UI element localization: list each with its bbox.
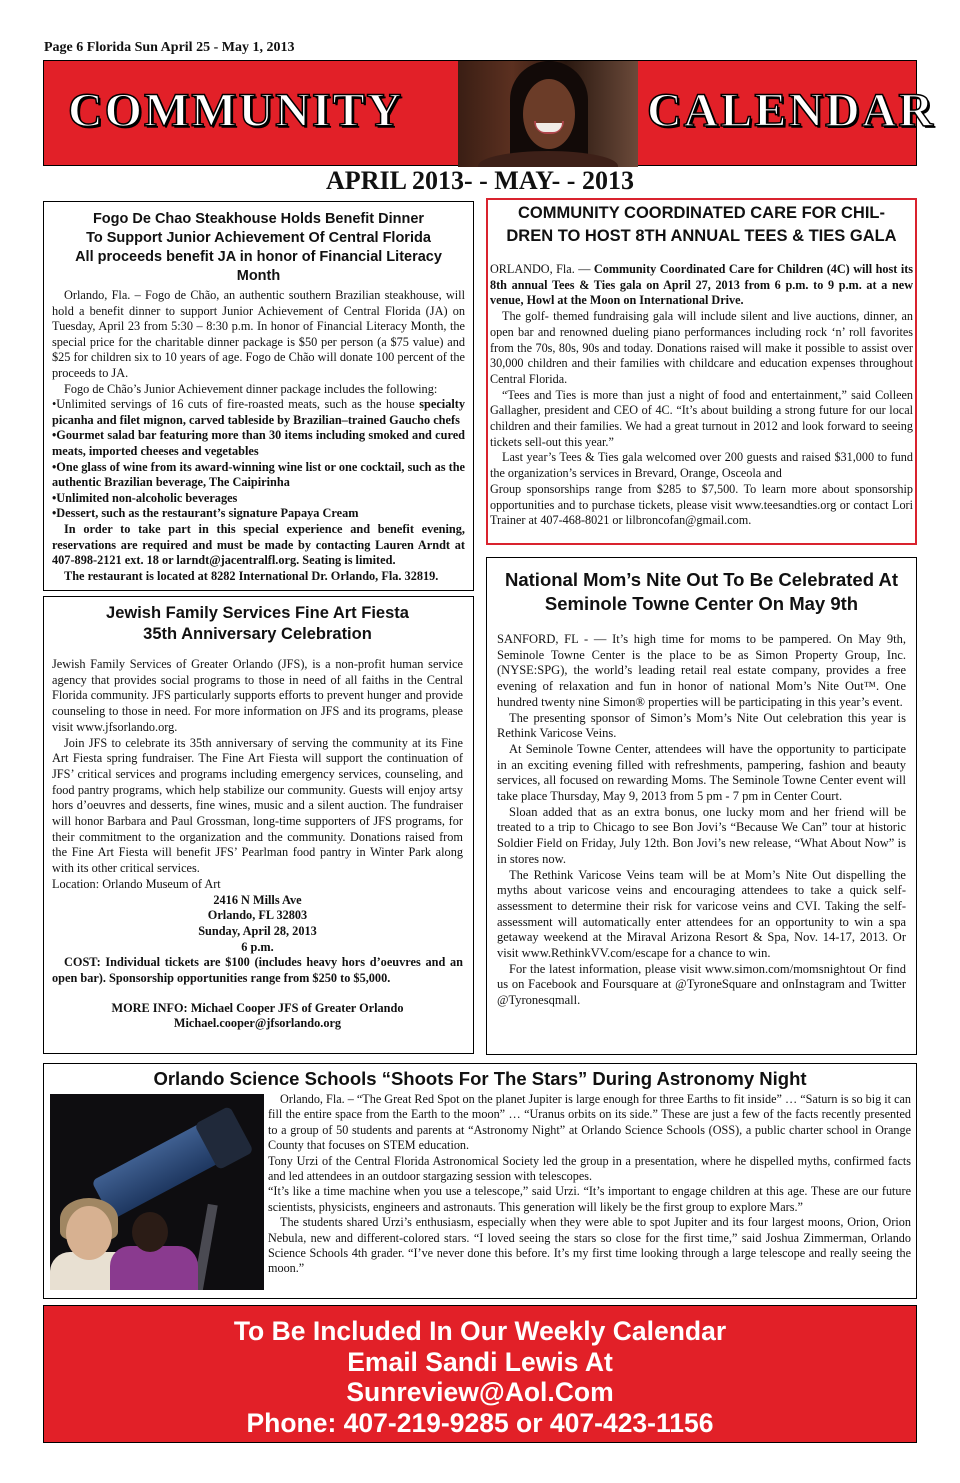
paragraph: For the latest information, please visit www.simon.com/momsnightout Or find us on Facebook and Foursquare at @TyroneSquare and onInstagram and Twitter @Tyronesqmall.: [497, 961, 906, 1008]
telescope-students-photo: [50, 1094, 264, 1290]
paragraph: The Rethink Varicose Veins team will be at Mom’s Nite Out dispelling the myths about varicose veins and encouraging attendees to take a quick self-assessment to determine their risk for varicose veins and CVI. Taking the self-assessment will automatically enter attendees for an opportunity to win a spa getaway weekend at the Miraval Arizona Resort & Spa, Nov. 14-17, 2013. Or visit www.RethinkVV.com/escape for a chance to win.: [497, 867, 906, 961]
bullet-item: •Gourmet salad bar featuring more than 30 items including smoked and cured meats, imported cheeses and vegetables: [52, 428, 465, 458]
paragraph: At Seminole Towne Center, attendees will have the opportunity to participate in an exciting evening filled with refreshments, pampering, fashion and beauty services, all focused on rewarding Moms. The Seminole Towne Center event will take place Thursday, May 9, 2013 from 5 pm - 7 pm in Center Court.: [497, 741, 906, 804]
event-cost: COST: Individual tickets are $100 (includes heavy hors d’oeuvres and an open bar). Sponsorship opportunities range from $250 to $5,000.: [52, 955, 463, 986]
calendar-submission-footer: [43, 1305, 917, 1443]
tees-headline-line: DREN TO HOST 8TH ANNUAL TEES & TIES GALA: [506, 227, 897, 245]
bullet-item: •Dessert, such as the restaurant’s signature Papaya Cream: [52, 506, 359, 521]
paragraph: In order to take part in this special experience and benefit evening, reservations are required and must be made by contacting Lauren Arndt at 407-898-2121 ext. 18 or larndt@jacentralfl.org. Seating is limited.: [52, 521, 465, 568]
paragraph: Last year’s Tees & Ties gala welcomed over 200 guests and raised $31,000 to fund the organization’s services in Brevard, Orange, Osceola and: [490, 450, 913, 481]
moms-headline-line: National Mom’s Nite Out To Be Celebrated At: [505, 569, 898, 590]
moms-headline-line: Seminole Towne Center On May 9th: [544, 593, 859, 614]
moms-nite-out-article: [486, 557, 917, 1055]
banner-title-left: COMMUNITY: [68, 84, 404, 137]
footer-line: Email Sandi Lewis At: [347, 1346, 613, 1377]
paragraph: “Tees and Ties is more than just a night of food and entertainment,” said Colleen Gallagher, president and CEO of 4C. “It’s about building a strong future for our local children and their families. We had a great turnout in 2012 and look forward to seeing tickets sell-out this year.”: [490, 387, 913, 449]
tees-ties-headline: [490, 202, 913, 248]
banner-title-right: CALENDAR: [647, 84, 936, 137]
paragraph: The golf- themed fundraising gala will include silent and live auctions, dinner, an open bar and renowned dueling piano performances including rock ‘n’ roll favorites from the 70s, 80s, 90s and today. Donations raised will make it possible to assist over 30,000 children and their families with childcare and education expenses throughout Central Florida.: [490, 309, 913, 386]
oss-headline: Orlando Science Schools “Shoots For The Stars” During Astronomy Night: [153, 1068, 807, 1089]
more-info: MORE INFO: Michael Cooper JFS of Greater Orlando: [111, 1000, 404, 1015]
paragraph: Group sponsorships range from $285 to $7,500. To learn more about sponsorship opportunities and to purchase tickets, please visit www.teesandties.org or contact Lori Trainer at 407-468-8021 or lilbroncofan@gmail.com.: [490, 481, 913, 528]
more-info-email: Michael.cooper@jfsorlando.org: [173, 1016, 342, 1031]
tees-ties-article: [486, 198, 917, 545]
fogo-article: [43, 201, 474, 591]
paragraph: Tony Urzi of the Central Florida Astronomical Society led the group in a presentation, where he dispelled myths, confirmed facts and led attendees in an outdoor stargazing session with telescopes.: [268, 1153, 911, 1184]
bullet-item: •One glass of wine from its award-winning wine list or one cocktail, such as the authentic Brazilian beverage, The Caipirinha: [52, 459, 465, 490]
paragraph: The presenting sponsor of Simon’s Mom’s Nite Out celebration this year is Rethink Varicose Veins.: [497, 710, 906, 741]
jfs-headline-line: 35th Anniversary Celebration: [143, 625, 372, 643]
bullet-item: •Unlimited servings of 16 cuts of fire-roasted meats, such as the house specialty picanha and filet mignon, carved tableside by Brazilian–trained Gaucho chefs: [52, 397, 465, 427]
fogo-headline: [52, 210, 465, 286]
banner-portrait-photo: [458, 61, 638, 167]
event-location: Location: Orlando Museum of Art: [52, 876, 221, 891]
event-address: Orlando, FL 32803: [207, 908, 308, 923]
fogo-headline-line: Fogo De Chao Steakhouse Holds Benefit Dinner: [92, 211, 425, 227]
fogo-body: [52, 288, 465, 584]
paragraph: The students shared Urzi’s enthusiasm, especially when they were able to spot Jupiter and its four largest moons, Orion, Orion Nebula, new and different-colored stars. “I loved seeing the stars so close for the first time,” said Joshua Zimmerman, Orlando Science Schools 4th grader. “I’ve never done this before. It’s my first time looking through a large telescope and really seeing the moon.”: [268, 1215, 911, 1276]
paragraph: SANFORD, FL - — It’s high time for moms to be pampered. On May 9th, Seminole Towne Center is the place to be as Simon Property Group, Inc. (NYSE:SPG), the world’s leading retail real estate company, provides a free evening of relaxation and fun in honor of national Mom’s Nite Out™. One hundred twenty nine Simon® properties will be participating in this year’s event.: [497, 632, 906, 709]
fogo-headline-line: To Support Junior Achievement Of Central Florida: [86, 230, 431, 246]
bullet-item: •Unlimited non-alcoholic beverages: [52, 490, 238, 505]
moms-headline: [497, 568, 906, 616]
paragraph: Orlando, Fla. – Fogo de Chão, an authentic southern Brazilian steakhouse, will hold a benefit dinner to support Junior Achievement of Central Florida (JA) on Tuesday, April 23 from 5:30 – 8:30 p.m. In honor of Financial Literacy Month, the special price for the charitable dinner package is $50 per person (a $75 value) and $25 for children six to 10 years of age. Fogo de Chão will donate 100 percent of the proceeds to JA.: [52, 288, 465, 380]
paragraph: Orlando, Fla. – “The Great Red Spot on the planet Jupiter is large enough for three Earths to fit inside” … “Saturn is so big it can fill the entire space from the Earth to the moon” … “Uranus orbits on its side.” These are just a few of the facts recently presented to a group of 50 students and parents at “Astronomy Night” at Orlando Science Schools (OSS), a public charter school in Orange County that focuses on STEM education.: [268, 1092, 911, 1153]
moms-body: [497, 632, 906, 1009]
jfs-article: [43, 596, 474, 1054]
tees-ties-body: [490, 262, 913, 529]
tees-headline-line: COMMUNITY COORDINATED CARE FOR CHIL-: [518, 204, 885, 222]
page-folio: Page 6 Florida Sun April 25 - May 1, 2013: [44, 40, 295, 55]
community-calendar-banner: [43, 60, 936, 166]
event-address: 2416 N Mills Ave: [213, 892, 302, 907]
jfs-headline: [52, 603, 463, 645]
jfs-headline-line: Jewish Family Services Fine Art Fiesta: [106, 604, 409, 622]
jfs-body: [52, 657, 463, 1032]
footer-line: To Be Included In Our Weekly Calendar: [233, 1316, 727, 1346]
footer-phone: Phone: 407-219-9285 or 407-423-1156: [246, 1407, 714, 1438]
paragraph: Jewish Family Services of Greater Orlando (JFS), is a non-profit human service agency that provides social programs to those in need of all faiths in the Central Florida community. JFS particularly supports efforts to prevent hunger and provide counseling to those in need. For more information on JFS and its programs, please visit www.jfsorlando.org.: [52, 657, 463, 734]
fogo-headline-line: All proceeds benefit JA in honor of Financial Literacy Month: [75, 249, 442, 284]
paragraph: ORLANDO, Fla. — Community Coordinated Care for Children (4C) will host its 8th annual Tees & Ties gala on April 27, 2013 from 6 p.m. to 9 p.m. at a new venue, Howl at the Moon on International Drive.: [490, 262, 914, 308]
paragraph: Join JFS to celebrate its 35th anniversary of serving the community at its Fine Art Fiesta spring fundraiser. The Fine Art Fiesta will support the continuation of JFS’ critical services and programs including emergency services, counseling, and food pantry programs, which help stabilize our community. Guests will enjoy artsy hors d’oeuvres and desserts, fine wines, music and a silent auction. The fundraiser will honor Barbara and Paul Grossman, long-time supporters of JFS programs, for their commitment to the organization and the community. Donations raised from the Fine Art Fiesta will benefit JFS’ Pearlman food pantry in Winter Park along with its other critical services.: [52, 735, 463, 876]
oss-body: [268, 1092, 911, 1277]
paragraph: Sloan added that as an extra bonus, one lucky mom and her friend will be treated to a trip to Chicago to see Bon Jovi’s “Because We Can” tour at historic Soldier Field on Friday, July 12th. Bon Jovi’s new release, “What About Now” is in stores now.: [497, 804, 906, 866]
paragraph: “It’s like a time machine when you use a telescope,” said Urzi. “It’s important to engage children at this age. These are our future scientists, physicists, engineers and astronauts. This generation will likely be the first group to explore Mars.”: [268, 1184, 911, 1214]
footer-email: Sunreview@Aol.Com: [346, 1377, 614, 1407]
event-time: 6 p.m.: [241, 939, 274, 954]
event-date: Sunday, April 28, 2013: [198, 923, 317, 938]
paragraph: Fogo de Chão’s Junior Achievement dinner package includes the following:: [64, 381, 438, 396]
date-range-heading: APRIL 2013- - MAY- - 2013: [326, 166, 634, 195]
paragraph: The restaurant is located at 8282 International Dr. Orlando, Fla. 32819.: [64, 568, 439, 583]
